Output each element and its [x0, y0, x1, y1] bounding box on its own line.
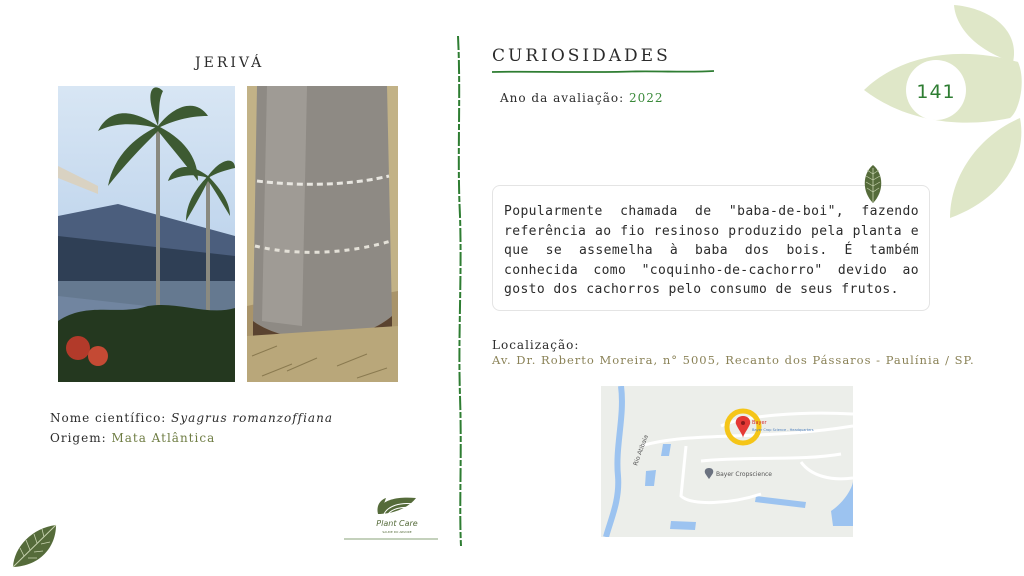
description-text: Popularmente chamada de "baba-de-boi", fazendo referência ao fio resinoso produzido pela planta e que se assemelha à baba dos bois. É também conhecida como "coquinho-de-cachorro" devido ao gosto dos cachorros pelo consumo de seus frutos. — [504, 204, 919, 298]
map-pin-label: Bayer — [752, 420, 767, 426]
plant-name: JERIVÁ — [195, 55, 265, 71]
location-address: Av. Dr. Roberto Moreira, n° 5005, Recanto dos Pássaros - Paulínia / SP. — [492, 353, 975, 367]
origin-value: Mata Atlântica — [111, 431, 216, 445]
logo-tagline: SAUDE DO ARVORE — [382, 530, 412, 534]
location-label: Localização: — [492, 338, 580, 352]
map-place-label: Bayer Cropscience — [716, 471, 772, 478]
scientific-name-label: Nome científico: — [50, 411, 167, 425]
plant-care-logo — [340, 492, 440, 542]
evaluation-year-value: 2022 — [628, 91, 664, 105]
location-map[interactable] — [601, 386, 853, 537]
leaf-icon — [862, 164, 884, 204]
map-road-label: Rio Atibaia — [632, 433, 650, 467]
vertical-divider — [455, 36, 465, 546]
evaluation-year-label: Ano da avaliação: — [500, 91, 625, 105]
title-underline — [492, 69, 714, 75]
scientific-name-value: Syagrus romanzoffiana — [171, 411, 333, 425]
origin-label: Origem: — [50, 431, 107, 445]
palm-trunk-photo — [247, 86, 398, 382]
logo-name: Plant Care — [376, 519, 418, 528]
origin — [50, 431, 215, 445]
curiosities-title: CURIOSIDADES — [492, 46, 671, 66]
scientific-name — [50, 411, 333, 425]
map-pin-sublabel: Bayer Crop Science - Headquarters — [752, 428, 814, 432]
palm-tree-photo — [58, 86, 235, 382]
record-number: 141 — [916, 81, 956, 103]
evaluation-year — [500, 91, 664, 105]
leaf-icon — [10, 522, 60, 570]
